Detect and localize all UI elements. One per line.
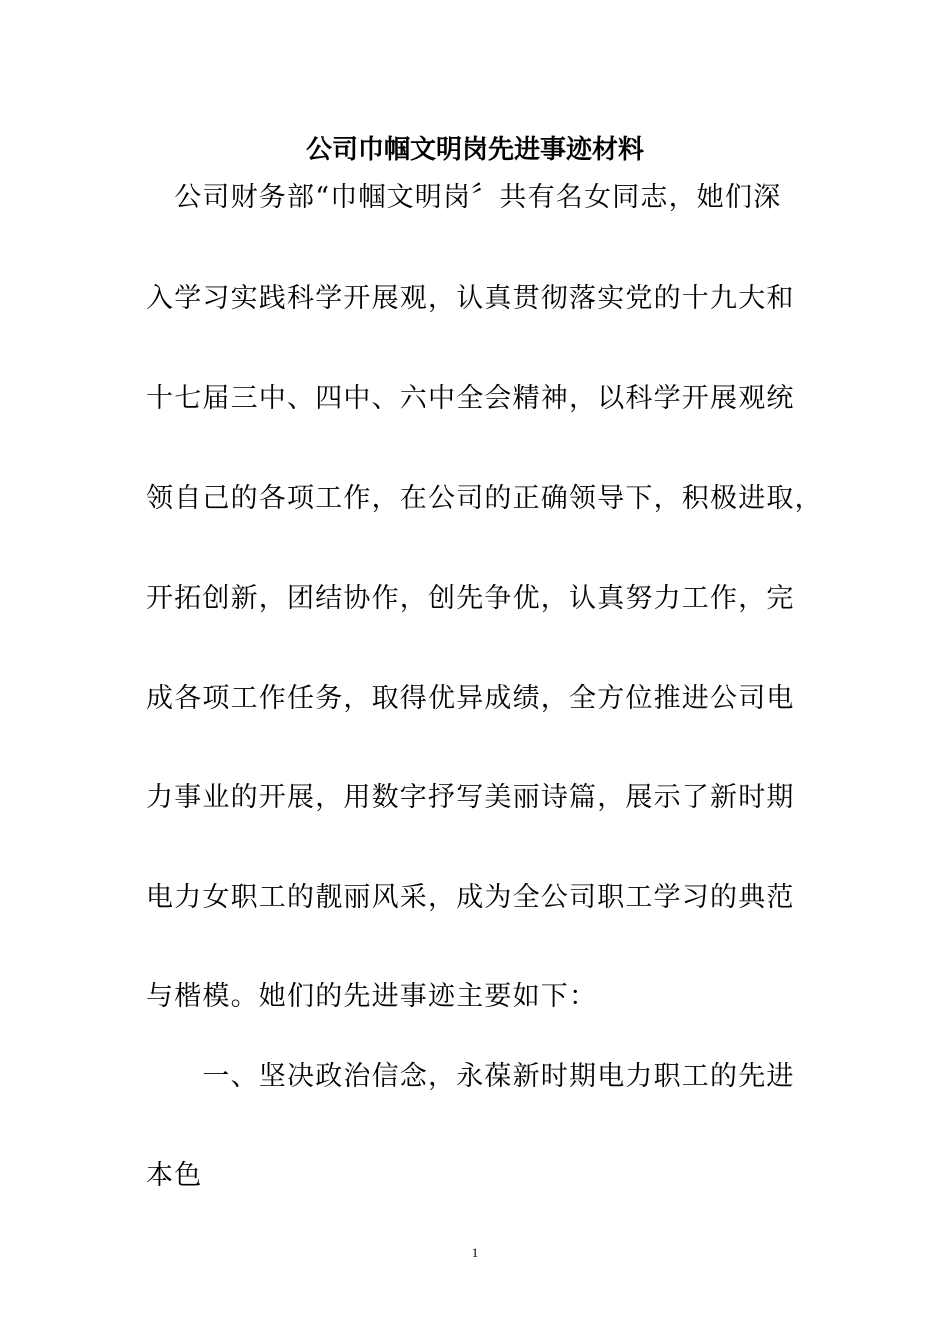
paragraph-line: 领自己的各项工作，在公司的正确领导下，积极进取， <box>146 483 823 514</box>
page-number: 1 <box>471 1245 479 1260</box>
paragraph-line: 成各项工作任务，取得优异成绩，全方位推进公司电 <box>146 683 795 714</box>
paragraph-line: 与楷模。她们的先进事迹主要如下： <box>146 981 598 1012</box>
paragraph-line: 十七届三中、四中、六中全会精神，以科学开展观统 <box>146 383 795 414</box>
paragraph-line: 开拓创新，团结协作，创先争优，认真努力工作，完 <box>146 583 795 614</box>
section-heading-line: 本色 <box>146 1160 203 1191</box>
paragraph-line: 电力女职工的靓丽风采，成为全公司职工学习的典范 <box>146 882 795 913</box>
section-heading-line: 一、坚决政治信念，永葆新时期电力职工的先进 <box>146 1061 795 1092</box>
document-title: 公司巾帼文明岗先进事迹材料 <box>305 135 644 165</box>
paragraph-line: 力事业的开展，用数字抒写美丽诗篇，展示了新时期 <box>146 782 795 813</box>
paragraph-line: 入学习实践科学开展观，认真贯彻落实党的十九大和 <box>146 283 795 314</box>
paragraph-line: 公司财务部“巾帼文明岗〞共有名女同志，她们深 <box>146 182 782 213</box>
